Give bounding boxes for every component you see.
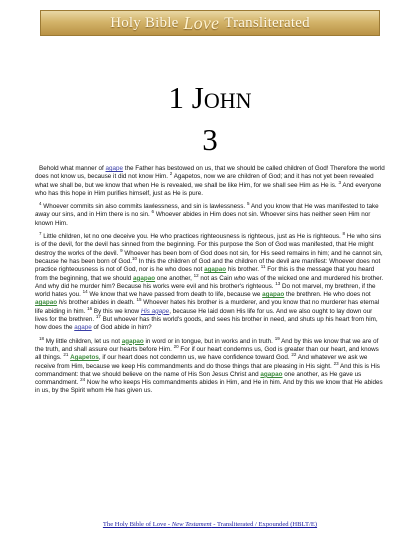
agapao-link[interactable]: agapao — [35, 299, 58, 307]
verse-number: 13 — [275, 280, 281, 286]
agapao-link[interactable]: agapao — [121, 337, 144, 345]
scripture-text — [35, 165, 385, 401]
verse-number: 6 — [151, 209, 155, 215]
verse-number: 21 — [63, 352, 69, 358]
paragraph-3: $^7$ Little children, let no one deceive you. He who practices righteousness is righteous, just as He is righteous. $^8$ He who sins is of the devil, for the devil has sinned from the beginning. For this purpose the Son of God was manifested, that He might destroy the works of the devil. $^9$ Whoever has been born of God does not sin, for His seed remains in him; and he cannot sin, because he has been born of God.$^{10}$ In this the children of God and the children of the devil are manifest: Whoever does not practice righteousness is not of God, nor is he who does not agapao his brother. $^{11}$ For this is the message that you heard from the beginning, that we should agapao one another, $^{12}$ not as Cain who was of the wicked one and murdered his brother. And why did he murder him? Because his works were evil and his brother's righteous. $^{13}$ Do not marvel, my brethren, if the world hates you. $^{14}$ We know that we have passed from death to life, because we agapao the brethren. He who does not agapao his brother abides in death. $^{15}$ Whoever hates his brother is a murderer, and you know that no murderer has eternal life abiding in him. $^{16}$ By this we know His agape, because He laid down His life for us. And we also ought to lay down our lives for the brethren. $^{17}$ But whoever has this world's goods, and sees his brother in need, and shuts up his heart from him, how does the agape of God abide in him? — [35, 231, 384, 332]
agapao-link[interactable]: agapao — [133, 274, 156, 282]
title-banner — [40, 10, 380, 36]
banner-text-bible: Holy Bible — [110, 14, 179, 31]
verse-number: 7 — [39, 231, 42, 237]
verse-number: 8 — [342, 231, 346, 237]
verse-number: 20 — [173, 343, 179, 349]
verse-number: 16 — [87, 305, 93, 311]
footer-nt-link[interactable]: New Testament — [171, 521, 212, 528]
agapao-link[interactable]: agapao — [262, 291, 285, 299]
verse-number: 9 — [120, 247, 123, 253]
agape-link[interactable]: agape — [105, 165, 124, 172]
agapetos-link[interactable]: Agapetos — [70, 354, 99, 362]
banner-text-love: Love — [183, 12, 220, 33]
verse-number: 22 — [291, 352, 297, 358]
verse-number: 18 — [39, 335, 45, 341]
agapao-link[interactable]: agapao — [260, 370, 283, 378]
verse-number: 15 — [136, 297, 142, 303]
verse-number: 17 — [95, 314, 101, 320]
paragraph-4: $^{18}$ My little children, let us not agapao in word or in tongue, but in works and in truth. $^{19}$ And by this we know that we are of the truth, and shall assure our hearts before Him. $^{20}$ For if our heart condemns us, God is greater than our heart, and knows all things. $^{21}$ Agapetos, if our heart does not condemn us, we have confidence toward God. $^{22}$ And whatever we ask we receive from Him, because we keep His commandments and do those things that are pleasing in His sight. $^{23}$ And this is His commandment: that we should believe on the name of His Son Jesus Christ and agapao one another, as He gave us commandment. $^{24}$ Now he who keeps His commandments abides in Him, and He in him. And by this we know that He abides in us, by the Spirit whom He has given us. — [35, 335, 383, 395]
verse-number: 4 — [39, 201, 42, 207]
verse-number: 11 — [260, 264, 266, 270]
verse-number: 2 — [169, 171, 173, 177]
verse-number: 5 — [246, 201, 250, 207]
paragraph-1: Behold what manner of agape the Father has bestowed on us, that we should be called children of God! Therefore the world does not know us, because it did not know Him. $^2$ Agapetos, now we are children of God; and it has not yet been revealed what we shall be, but we know that when He is revealed, we shall be like Him, for we shall see Him as He is. $^3$ And everyone who has this hope in Him purifies himself, just as He is pure. — [35, 165, 385, 197]
his-agape-link[interactable]: His agape — [140, 307, 170, 315]
verse-number: 24 — [80, 377, 86, 383]
agape-link[interactable]: agape — [74, 324, 92, 332]
verse-number: 23 — [333, 360, 339, 366]
verse-number: 19 — [274, 335, 280, 341]
verse-number: 12 — [193, 272, 199, 278]
footer — [0, 521, 420, 528]
chapter-number: 3 — [202, 122, 218, 157]
banner-text-transliterated: Transliterated — [224, 14, 310, 31]
book-title: 1 John — [168, 80, 252, 115]
footer-title-link[interactable]: The Holy Bible of Love - — [102, 521, 172, 528]
footer-suffix-link[interactable]: - Transliterated / Expounded (HBLT/E) — [211, 521, 318, 528]
verse-number: 14 — [82, 289, 88, 295]
verse-number: 10 — [131, 255, 137, 261]
verse-number: 3 — [338, 179, 341, 185]
paragraph-2: $^4$ Whoever commits sin also commits lawlessness, and sin is lawlessness. $^5$ And you know that He was manifested to take away our sins, and in Him there is no sin. $^6$ Whoever abides in Him does not sin. Whoever sins has neither seen Him nor known Him. — [35, 201, 379, 227]
agapao-link[interactable]: agapao — [204, 266, 227, 274]
